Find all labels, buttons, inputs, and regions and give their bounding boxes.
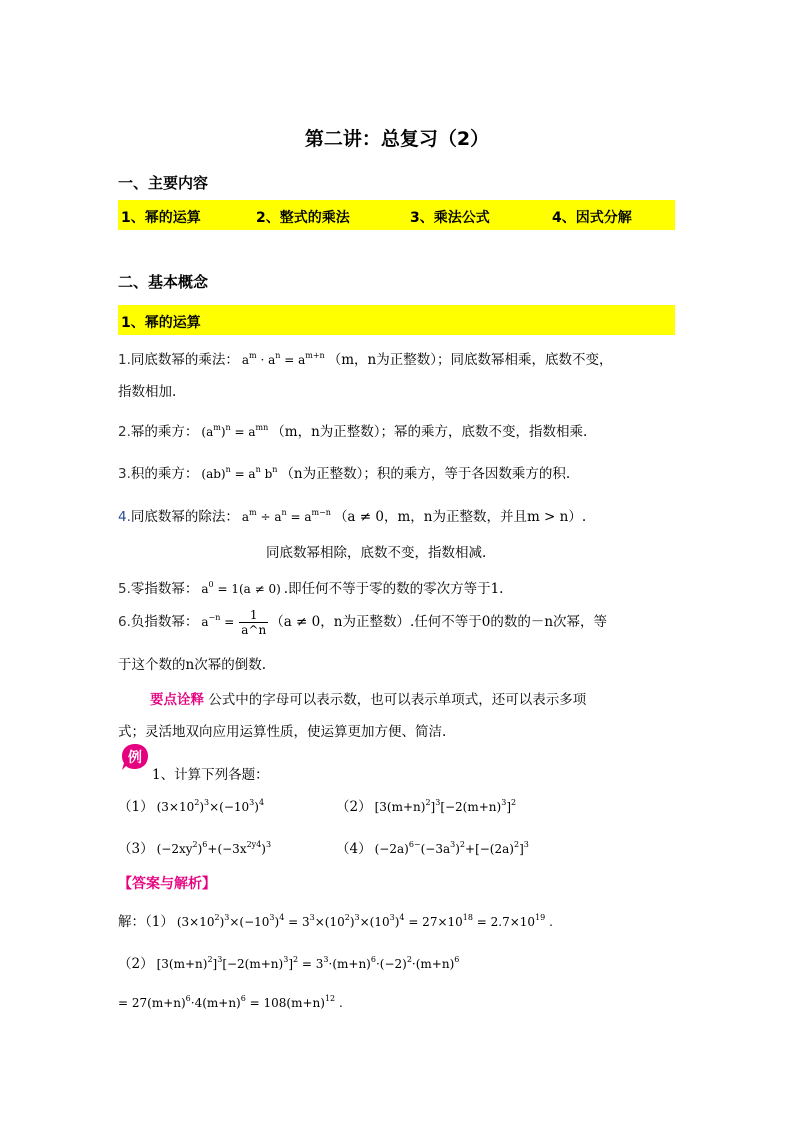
rule-number: 2. — [118, 424, 131, 440]
subsection-title: 1、幂的运算 — [121, 315, 201, 331]
rule-label: 同底数幂的乘法： — [130, 352, 239, 368]
tip-line — [150, 688, 586, 708]
topic-item-1: 1、幂的运算 — [121, 210, 201, 226]
subsection-band — [118, 305, 675, 335]
example-badge-label: 例 — [128, 750, 142, 766]
rule-label: 积的乘方： — [130, 466, 199, 482]
tip-key: 要点诠释 — [150, 692, 204, 708]
rule-note: .即任何不等于零的数的零次方等于1. — [283, 581, 504, 597]
main-content-band — [118, 200, 675, 230]
answer-heading: 【答案与解析】 — [118, 876, 216, 892]
example-badge-icon — [121, 743, 149, 771]
rule-number: 1. — [118, 352, 131, 368]
problem-2-expression: $[3(m+n)^2]^3[-2(m+n)^3]^2$ — [374, 798, 517, 814]
problem-row-3 — [118, 837, 274, 857]
answer-1-prefix: 解：（1） — [118, 914, 174, 930]
rule-label: 幂的乘方： — [130, 424, 199, 440]
answer-line-1 — [118, 910, 556, 930]
answer-1-expression: $(3\times 10^2)^3\times(-10^3)^4 = 3^3\times(10^2)^3\times(10^3)^4 = 27\times 10^{18} = 2.7\times 10^{19}$ . — [176, 913, 553, 929]
section-heading-main-content: 一、主要内容 — [118, 174, 209, 192]
problem-4-expression: $(-2a)^{6-}(-3a^3)^2+[-(2a)^2]^3$ — [374, 840, 529, 856]
rule-formula: $a^0 = 1(a \ne 0)$ — [201, 580, 281, 596]
section-heading-basic-concepts: 二、基本概念 — [118, 273, 209, 291]
tip-text: 公式中的字母可以表示数，也可以表示单项式，还可以表示多项 — [208, 692, 587, 708]
rule-4-continuation: 同底数幂相除，底数不变，指数相减. — [266, 545, 487, 561]
rule-3 — [118, 462, 570, 482]
rule-note: （a ≠ 0，n为正整数）.任何不等于0的数的－n次幂，等 — [270, 614, 608, 630]
rule-note: （n为正整数）；积的乘方，等于各因数乘方的积. — [280, 466, 571, 482]
problem-3-label: （3） — [118, 841, 154, 857]
tip-continuation: 式；灵活地双向应用运算性质，使运算更加方便、简洁. — [118, 724, 447, 740]
answer-2-expression: $[3(m+n)^2]^3[-2(m+n)^3]^2 = 3^3\cdot(m+n)^6\cdot(-2)^2\cdot(m+n)^6$ — [156, 955, 460, 971]
rule-label: 负指数幂： — [130, 614, 199, 630]
rule-note: （a ≠ 0，m，n为正整数，并且m > n）. — [333, 509, 587, 525]
rule-note: （m，n为正整数）；同底数幂相乘，底数不变， — [327, 352, 613, 368]
problem-2-label: （2） — [336, 799, 372, 815]
rule-number: 3. — [118, 466, 131, 482]
fraction — [239, 608, 268, 637]
problem-1-expression: $(3\times 10^2)^3\times(-10^3)^4$ — [156, 798, 265, 814]
rule-formula: $(ab)^n = a^n$ $b^n$ — [201, 465, 278, 481]
rule-6-continuation: 于这个数的n次幂的倒数. — [118, 657, 266, 673]
example-prompt: 1、计算下列各题： — [152, 767, 269, 783]
rule-formula-lhs: $a^{-n}$ = — [201, 613, 235, 629]
problem-4-label: （4） — [336, 841, 372, 857]
rule-note: （m，n为正整数）；幂的乘方，底数不变，指数相乘. — [271, 424, 588, 440]
problem-row-1 — [118, 795, 267, 815]
rule-4 — [118, 505, 586, 525]
answer-3-expression: = $27(m+n)^6\cdot 4(m+n)^6 = 108(m+n)^{12}$ . — [118, 994, 343, 1010]
rule-formula: $(a^m)^n = a^{mn}$ — [201, 423, 269, 439]
rule-formula: $a^m \cdot a^n = a^{m+n}$ — [241, 351, 325, 367]
rule-label: 同底数幂的除法： — [130, 509, 239, 525]
rule-number: 6. — [118, 614, 131, 630]
page-title: 第二讲：总复习（2） — [304, 128, 490, 150]
rule-5 — [118, 577, 503, 597]
rule-2 — [118, 420, 587, 440]
rule-1-continuation: 指数相加. — [118, 384, 177, 400]
answer-2-prefix: （2） — [118, 956, 154, 972]
rule-number: 4. — [118, 509, 131, 525]
rule-label: 零指数幂： — [130, 581, 199, 597]
problem-3-expression: $(-2xy^2)^6+(-3x^{2y4})^3$ — [156, 840, 272, 856]
problem-2 — [336, 795, 519, 815]
problem-4 — [336, 837, 532, 857]
topic-item-3: 3、乘法公式 — [410, 210, 490, 226]
rule-formula: $a^m \div a^n = a^{m-n}$ — [241, 508, 331, 524]
rule-6 — [118, 608, 607, 637]
rule-number: 5. — [118, 581, 131, 597]
topic-item-4: 4、因式分解 — [552, 210, 632, 226]
topic-item-2: 2、整式的乘法 — [256, 210, 350, 226]
answer-line-3 — [118, 994, 346, 1011]
problem-1-label: （1） — [118, 799, 154, 815]
fraction-denominator: a^n — [241, 623, 267, 637]
answer-line-2 — [118, 952, 462, 972]
fraction-numerator: 1 — [239, 608, 268, 623]
rule-1 — [118, 348, 612, 368]
